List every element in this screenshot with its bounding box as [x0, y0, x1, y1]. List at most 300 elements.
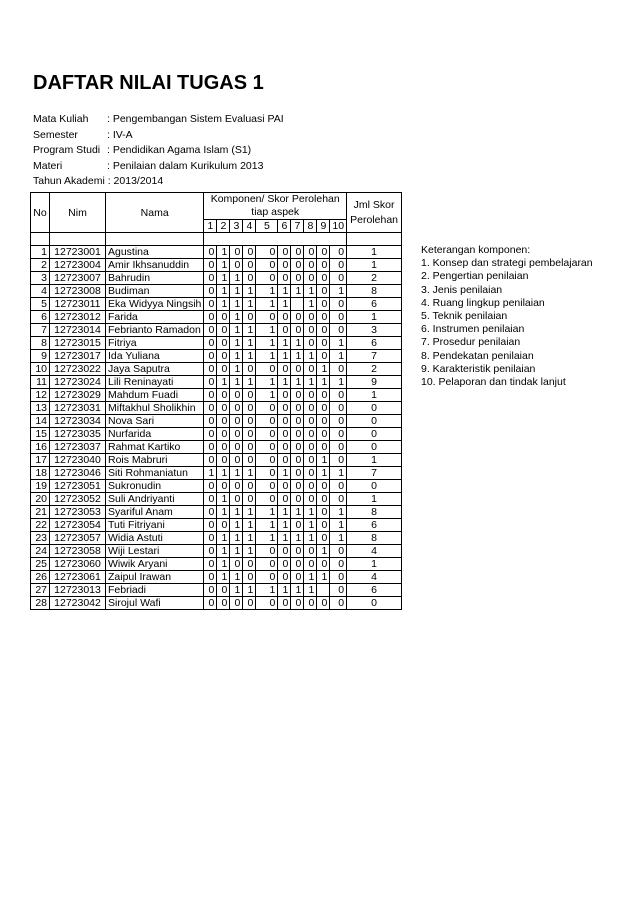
row-score-4: 1 — [243, 298, 256, 311]
table-row — [31, 272, 402, 285]
row-score-4: 0 — [243, 428, 256, 441]
row-score-2: 1 — [217, 259, 230, 272]
row-no: 25 — [31, 558, 50, 571]
row-score-5: 0 — [256, 441, 278, 454]
row-score-6: 1 — [278, 376, 291, 389]
row-score-3: 1 — [230, 571, 243, 584]
row-score-8: 0 — [304, 246, 317, 259]
legend-item: 3. Jenis penilaian — [421, 283, 503, 296]
header-component-3: 3 — [230, 220, 243, 233]
row-jml-skor: 6 — [347, 519, 402, 532]
row-no: 28 — [31, 597, 50, 610]
header-nama: Nama — [106, 193, 204, 233]
spacer-row — [31, 233, 402, 246]
row-score-1: 0 — [204, 259, 217, 272]
row-score-9: 0 — [317, 415, 330, 428]
row-nama: Rois Mabruri — [106, 454, 204, 467]
row-nama: Sirojul Wafi — [106, 597, 204, 610]
row-score-9: 0 — [317, 311, 330, 324]
row-score-4: 0 — [243, 246, 256, 259]
row-nama: Sukronudin — [106, 480, 204, 493]
row-score-4: 0 — [243, 415, 256, 428]
row-score-4: 0 — [243, 454, 256, 467]
row-score-4: 0 — [243, 493, 256, 506]
row-score-10: 0 — [330, 428, 347, 441]
row-score-10: 1 — [330, 519, 347, 532]
row-nim: 12723011 — [50, 298, 106, 311]
row-score-9: 0 — [317, 298, 330, 311]
row-score-10: 0 — [330, 571, 347, 584]
row-nim: 12723052 — [50, 493, 106, 506]
row-score-2: 1 — [217, 246, 230, 259]
row-score-10: 0 — [330, 597, 347, 610]
row-score-6: 1 — [278, 298, 291, 311]
row-score-5: 0 — [256, 545, 278, 558]
row-score-2: 1 — [217, 376, 230, 389]
row-score-8: 0 — [304, 558, 317, 571]
row-jml-skor: 1 — [347, 558, 402, 571]
row-score-6: 0 — [278, 389, 291, 402]
row-score-8: 0 — [304, 493, 317, 506]
row-nama: Miftakhul Sholikhin — [106, 402, 204, 415]
row-score-2: 0 — [217, 428, 230, 441]
legend-item: 4. Ruang lingkup penilaian — [421, 296, 545, 309]
row-score-7: 0 — [291, 324, 304, 337]
row-score-7: 0 — [291, 493, 304, 506]
row-score-2: 0 — [217, 454, 230, 467]
row-score-2: 0 — [217, 597, 230, 610]
row-score-6: 0 — [278, 428, 291, 441]
row-score-4: 0 — [243, 311, 256, 324]
row-score-7: 0 — [291, 389, 304, 402]
row-score-8: 0 — [304, 545, 317, 558]
row-score-8: 1 — [304, 350, 317, 363]
row-score-1: 0 — [204, 363, 217, 376]
row-score-5: 1 — [256, 519, 278, 532]
row-score-2: 1 — [217, 506, 230, 519]
row-score-6: 1 — [278, 584, 291, 597]
row-score-1: 0 — [204, 506, 217, 519]
header-jml-skor: Jml Skor Perolehan — [347, 193, 402, 233]
meta-row-materi — [33, 159, 284, 175]
row-jml-skor: 0 — [347, 428, 402, 441]
row-score-7: 0 — [291, 467, 304, 480]
row-no: 16 — [31, 441, 50, 454]
row-no: 27 — [31, 584, 50, 597]
row-score-9: 0 — [317, 402, 330, 415]
row-score-6: 0 — [278, 415, 291, 428]
row-score-1: 0 — [204, 558, 217, 571]
table-row — [31, 376, 402, 389]
row-no: 8 — [31, 337, 50, 350]
row-score-9 — [317, 584, 330, 597]
row-score-4: 1 — [243, 584, 256, 597]
row-score-4: 1 — [243, 350, 256, 363]
row-score-9: 0 — [317, 428, 330, 441]
row-score-10: 1 — [330, 376, 347, 389]
row-jml-skor: 1 — [347, 246, 402, 259]
row-score-1: 0 — [204, 311, 217, 324]
row-score-2: 1 — [217, 285, 230, 298]
row-score-7: 1 — [291, 532, 304, 545]
row-score-5: 1 — [256, 389, 278, 402]
table-row — [31, 454, 402, 467]
row-score-3: 1 — [230, 467, 243, 480]
row-score-2: 1 — [217, 558, 230, 571]
row-no: 5 — [31, 298, 50, 311]
row-score-3: 0 — [230, 246, 243, 259]
row-nama: Mahdum Fuadi — [106, 389, 204, 402]
row-score-8: 1 — [304, 298, 317, 311]
row-score-10: 0 — [330, 363, 347, 376]
row-score-7: 1 — [291, 506, 304, 519]
row-score-1: 0 — [204, 285, 217, 298]
row-score-8: 0 — [304, 311, 317, 324]
meta-row-tahun-akademi — [33, 174, 284, 190]
row-no: 19 — [31, 480, 50, 493]
row-score-4: 1 — [243, 324, 256, 337]
row-score-7: 1 — [291, 285, 304, 298]
row-score-3: 0 — [230, 428, 243, 441]
header-component-8: 8 — [304, 220, 317, 233]
row-nama: Farida — [106, 311, 204, 324]
row-score-3: 0 — [230, 389, 243, 402]
row-score-3: 1 — [230, 285, 243, 298]
row-score-9: 0 — [317, 480, 330, 493]
row-score-8: 1 — [304, 532, 317, 545]
row-no: 14 — [31, 415, 50, 428]
row-score-9: 0 — [317, 272, 330, 285]
row-score-3: 1 — [230, 545, 243, 558]
row-score-2: 0 — [217, 519, 230, 532]
legend-list — [421, 257, 593, 389]
row-score-4: 1 — [243, 545, 256, 558]
meta-row-mata-kuliah — [33, 112, 284, 128]
row-jml-skor: 1 — [347, 493, 402, 506]
header-no: No — [31, 193, 50, 233]
row-score-7: 0 — [291, 428, 304, 441]
header-component-7: 7 — [291, 220, 304, 233]
row-score-5: 0 — [256, 311, 278, 324]
row-jml-skor: 7 — [347, 467, 402, 480]
row-score-10: 0 — [330, 415, 347, 428]
row-nim: 12723024 — [50, 376, 106, 389]
table-row — [31, 519, 402, 532]
row-score-5: 0 — [256, 493, 278, 506]
row-score-3: 1 — [230, 350, 243, 363]
row-nim: 12723015 — [50, 337, 106, 350]
row-score-4: 0 — [243, 363, 256, 376]
row-score-10: 0 — [330, 272, 347, 285]
row-score-6: 0 — [278, 311, 291, 324]
table-row — [31, 545, 402, 558]
row-score-5: 0 — [256, 454, 278, 467]
row-score-9: 0 — [317, 259, 330, 272]
row-score-3: 1 — [230, 363, 243, 376]
row-score-6: 0 — [278, 480, 291, 493]
row-score-5: 1 — [256, 584, 278, 597]
row-score-3: 0 — [230, 493, 243, 506]
row-nim: 12723001 — [50, 246, 106, 259]
row-score-8: 0 — [304, 324, 317, 337]
row-nama: Syariful Anam — [106, 506, 204, 519]
table-row — [31, 584, 402, 597]
header-nim: Nim — [50, 193, 106, 233]
row-score-6: 0 — [278, 402, 291, 415]
row-nim: 12723040 — [50, 454, 106, 467]
header-component-6: 6 — [278, 220, 291, 233]
row-score-9: 0 — [317, 493, 330, 506]
row-score-6: 0 — [278, 558, 291, 571]
row-score-5: 0 — [256, 558, 278, 571]
row-nama: Siti Rohmaniatun — [106, 467, 204, 480]
course-info — [33, 112, 284, 190]
row-nama: Widia Astuti — [106, 532, 204, 545]
row-nim: 12723029 — [50, 389, 106, 402]
meta-value: : IV-A — [107, 128, 133, 141]
table-row — [31, 558, 402, 571]
row-score-5: 1 — [256, 298, 278, 311]
row-score-10: 1 — [330, 350, 347, 363]
row-score-6: 0 — [278, 454, 291, 467]
row-score-6: 1 — [278, 519, 291, 532]
table-row — [31, 246, 402, 259]
row-jml-skor: 0 — [347, 597, 402, 610]
row-score-8: 0 — [304, 428, 317, 441]
row-score-10: 0 — [330, 402, 347, 415]
row-score-5: 1 — [256, 285, 278, 298]
row-score-3: 1 — [230, 584, 243, 597]
table-row — [31, 428, 402, 441]
row-score-1: 0 — [204, 441, 217, 454]
row-score-1: 0 — [204, 545, 217, 558]
row-score-4: 1 — [243, 337, 256, 350]
row-score-2: 0 — [217, 441, 230, 454]
row-jml-skor: 0 — [347, 441, 402, 454]
row-score-7: 0 — [291, 415, 304, 428]
row-score-10: 0 — [330, 545, 347, 558]
row-nim: 12723057 — [50, 532, 106, 545]
row-nim: 12723012 — [50, 311, 106, 324]
row-jml-skor: 8 — [347, 285, 402, 298]
header-row — [31, 193, 402, 220]
row-score-5: 0 — [256, 571, 278, 584]
row-score-3: 0 — [230, 480, 243, 493]
row-score-3: 1 — [230, 298, 243, 311]
header-component-4: 4 — [243, 220, 256, 233]
row-no: 18 — [31, 467, 50, 480]
row-score-1: 0 — [204, 337, 217, 350]
row-nama: Tuti Fitriyani — [106, 519, 204, 532]
table-row — [31, 532, 402, 545]
row-no: 2 — [31, 259, 50, 272]
row-jml-skor: 2 — [347, 272, 402, 285]
row-score-4: 0 — [243, 597, 256, 610]
table-row — [31, 597, 402, 610]
row-score-2: 0 — [217, 402, 230, 415]
row-score-7: 0 — [291, 571, 304, 584]
row-nama: Eka Widyya Ningsih — [106, 298, 204, 311]
table-row — [31, 415, 402, 428]
row-nama: Lili Reninayati — [106, 376, 204, 389]
row-score-4: 1 — [243, 519, 256, 532]
row-score-5: 0 — [256, 415, 278, 428]
row-score-4: 1 — [243, 285, 256, 298]
row-jml-skor: 0 — [347, 415, 402, 428]
row-score-2: 1 — [217, 467, 230, 480]
row-score-8: 0 — [304, 259, 317, 272]
row-jml-skor: 7 — [347, 350, 402, 363]
row-score-5: 0 — [256, 597, 278, 610]
header-komponen: Komponen/ Skor Perolehan tiap aspek — [204, 193, 347, 220]
row-nama: Ida Yuliana — [106, 350, 204, 363]
row-score-1: 0 — [204, 597, 217, 610]
row-score-7: 0 — [291, 311, 304, 324]
row-nama: Febriadi — [106, 584, 204, 597]
row-score-9: 1 — [317, 571, 330, 584]
row-nama: Suli Andriyanti — [106, 493, 204, 506]
row-nama: Nova Sari — [106, 415, 204, 428]
row-score-1: 0 — [204, 272, 217, 285]
row-score-4: 0 — [243, 259, 256, 272]
row-score-10: 1 — [330, 467, 347, 480]
row-no: 15 — [31, 428, 50, 441]
row-score-3: 1 — [230, 337, 243, 350]
table-row — [31, 311, 402, 324]
table-row — [31, 506, 402, 519]
row-jml-skor: 8 — [347, 532, 402, 545]
row-score-6: 0 — [278, 324, 291, 337]
row-score-8: 0 — [304, 480, 317, 493]
row-score-3: 1 — [230, 506, 243, 519]
row-score-8: 0 — [304, 454, 317, 467]
row-nim: 12723031 — [50, 402, 106, 415]
row-score-9: 1 — [317, 454, 330, 467]
meta-value: : Pengembangan Sistem Evaluasi PAI — [107, 113, 284, 125]
row-nim: 12723007 — [50, 272, 106, 285]
row-nim: 12723037 — [50, 441, 106, 454]
table-row — [31, 363, 402, 376]
row-score-1: 0 — [204, 584, 217, 597]
row-jml-skor: 1 — [347, 259, 402, 272]
row-no: 4 — [31, 285, 50, 298]
row-score-7: 0 — [291, 558, 304, 571]
row-score-2: 0 — [217, 584, 230, 597]
row-score-8: 1 — [304, 376, 317, 389]
legend-item: 9. Karakteristik penilaian — [421, 362, 536, 375]
row-no: 9 — [31, 350, 50, 363]
row-score-2: 1 — [217, 532, 230, 545]
row-score-4: 1 — [243, 467, 256, 480]
row-score-6: 1 — [278, 532, 291, 545]
row-nim: 12723035 — [50, 428, 106, 441]
row-score-10: 0 — [330, 246, 347, 259]
row-jml-skor: 1 — [347, 454, 402, 467]
row-score-4: 0 — [243, 558, 256, 571]
row-score-4: 0 — [243, 389, 256, 402]
row-score-6: 0 — [278, 493, 291, 506]
row-score-6: 1 — [278, 285, 291, 298]
row-score-10: 0 — [330, 558, 347, 571]
row-score-1: 0 — [204, 428, 217, 441]
table-row — [31, 324, 402, 337]
row-nim: 12723054 — [50, 519, 106, 532]
row-score-8: 0 — [304, 363, 317, 376]
row-no: 17 — [31, 454, 50, 467]
row-score-7: 0 — [291, 246, 304, 259]
row-score-9: 0 — [317, 389, 330, 402]
row-score-3: 0 — [230, 259, 243, 272]
row-score-2: 1 — [217, 272, 230, 285]
row-score-7: 0 — [291, 441, 304, 454]
row-score-9: 1 — [317, 376, 330, 389]
meta-key: Semester — [33, 128, 78, 141]
row-no: 12 — [31, 389, 50, 402]
legend-item: 6. Instrumen penilaian — [421, 323, 525, 336]
row-score-8: 0 — [304, 441, 317, 454]
header-component-2: 2 — [217, 220, 230, 233]
row-nim: 12723046 — [50, 467, 106, 480]
row-score-2: 0 — [217, 350, 230, 363]
row-score-3: 0 — [230, 558, 243, 571]
row-score-9: 0 — [317, 558, 330, 571]
row-score-7: 0 — [291, 597, 304, 610]
row-score-4: 1 — [243, 532, 256, 545]
row-score-3: 1 — [230, 311, 243, 324]
row-score-5: 0 — [256, 246, 278, 259]
row-score-5: 0 — [256, 272, 278, 285]
row-score-5: 1 — [256, 337, 278, 350]
row-score-10: 0 — [330, 311, 347, 324]
row-score-1: 0 — [204, 402, 217, 415]
meta-value: : Penilaian dalam Kurikulum 2013 — [107, 159, 264, 172]
table-row — [31, 337, 402, 350]
row-score-2: 0 — [217, 324, 230, 337]
row-score-1: 0 — [204, 376, 217, 389]
row-no: 21 — [31, 506, 50, 519]
meta-key: Mata Kuliah — [33, 113, 89, 125]
row-jml-skor: 1 — [347, 389, 402, 402]
row-no: 20 — [31, 493, 50, 506]
row-score-7: 0 — [291, 519, 304, 532]
row-score-1: 0 — [204, 350, 217, 363]
row-score-10: 0 — [330, 441, 347, 454]
page-title: DAFTAR NILAI TUGAS 1 — [33, 72, 264, 94]
row-score-9: 1 — [317, 363, 330, 376]
legend-item: 7. Prosedur penilaian — [421, 336, 521, 349]
row-score-1: 0 — [204, 480, 217, 493]
row-score-7: 0 — [291, 545, 304, 558]
row-nim: 12723061 — [50, 571, 106, 584]
row-score-7 — [291, 298, 304, 311]
table-row — [31, 480, 402, 493]
header-component-10: 10 — [330, 220, 347, 233]
legend-item: 2. Pengertian penilaian — [421, 270, 529, 283]
row-score-8: 0 — [304, 415, 317, 428]
row-score-2: 0 — [217, 363, 230, 376]
row-score-8: 1 — [304, 519, 317, 532]
row-jml-skor: 0 — [347, 480, 402, 493]
row-nama: Budiman — [106, 285, 204, 298]
row-score-1: 0 — [204, 571, 217, 584]
table-row — [31, 441, 402, 454]
row-score-9: 1 — [317, 467, 330, 480]
row-score-5: 0 — [256, 480, 278, 493]
row-jml-skor: 1 — [347, 311, 402, 324]
row-no: 26 — [31, 571, 50, 584]
row-nim: 12723004 — [50, 259, 106, 272]
grades-table — [30, 192, 402, 610]
